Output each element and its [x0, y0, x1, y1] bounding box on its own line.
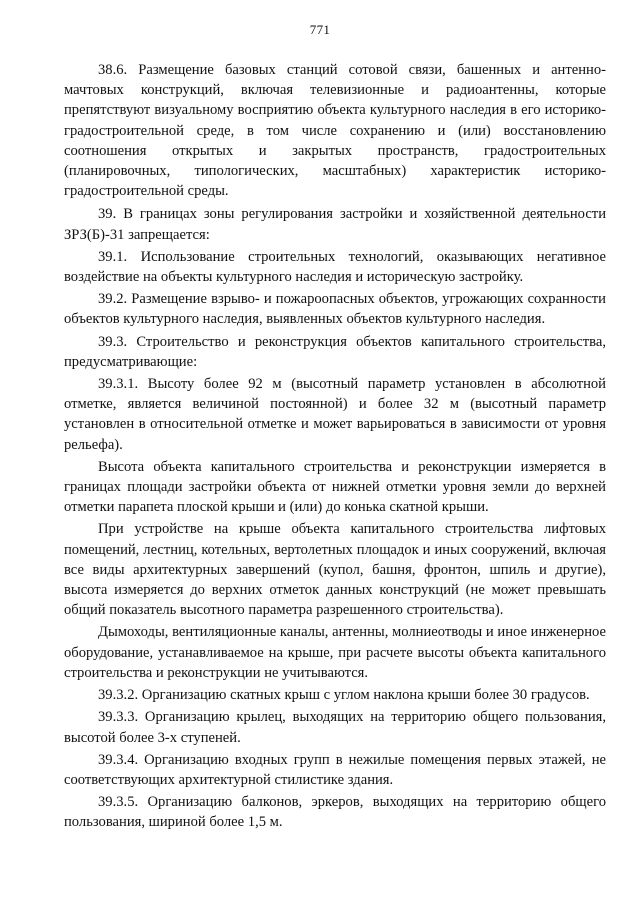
paragraph-39-2: 39.2. Размещение взрыво- и пожароопасных объектов, угрожающих сохранности объектов культурного наследия, выявленных объектов культурного наследия.: [64, 291, 606, 328]
paragraph-39-3-2: 39.3.2. Организацию скатных крыш с углом наклона крыши более 30 градусов.: [98, 687, 590, 704]
paragraph-39: 39. В границах зоны регулирования застройки и хозяйственной деятельности ЗРЗ(Б)-31 запрещается:: [64, 206, 606, 243]
paragraph-39-3-4: 39.3.4. Организацию входных групп в нежилые помещения первых этажей, не соответствующих архитектурной стилистике здания.: [64, 751, 606, 788]
paragraph-39-1: 39.1. Использование строительных технологий, оказывающих негативное воздействие на объекты культурного наследия и историческую застройку.: [64, 248, 606, 286]
paragraph-roof-equipment: Дымоходы, вентиляционные каналы, антенны, молниеотводы и иное инженерное оборудование, устанавливаемое на крыше, при расчете высоты объекта капитального строительства и реконструкции не учитываются.: [64, 624, 606, 681]
page-number: 771: [309, 22, 331, 37]
paragraph-39-3: 39.3. Строительство и реконструкция объектов капитального строительства, предусматривающие:: [64, 333, 606, 370]
document-body: [64, 60, 606, 835]
paragraph-39-3-5: 39.3.5. Организацию балконов, эркеров, выходящих на территорию общего пользования, шириной более 1,5 м.: [64, 794, 606, 831]
paragraph-38-6: 38.6. Размещение базовых станций сотовой связи, башенных и антенно-мачтовых конструкций, включая телевизионные и радиоантенны, которые препятствуют визуальному восприятию объекта культурного наследия в его историко-градостроительной среде, в том числе сохранению и (или) восстановлению соотношения открытых и закрытых пространств, градостроительных (планировочных, типологических, масштабных) характеристик историко-градостроительной среды.: [64, 62, 606, 200]
paragraph-roof-structures: При устройстве на крыше объекта капитального строительства лифтовых помещений, лестниц, котельных, вертолетных площадок и иных сооружений, включая все виды архитектурных завершений (купол, башня, фронтон, шпиль и другие), высота измеряется до верхних отметок данных конструкций (не может превышать общий показатель высотного параметра разрешенного строительства).: [64, 521, 606, 619]
paragraph-39-3-3: 39.3.3. Организацию крылец, выходящих на территорию общего пользования, высотой более 3-х ступеней.: [64, 709, 606, 746]
paragraph-39-3-1: 39.3.1. Высоту более 92 м (высотный параметр установлен в абсолютной отметке, является величиной постоянной) и более 32 м (высотный параметр установлен в относительной отметке и может варьироваться в зависимости от уровня рельефа).: [64, 376, 606, 453]
paragraph-height-measurement: Высота объекта капитального строительства и реконструкции измеряется в границах площади застройки объекта от нижней отметки уровня земли до верхней отметки парапета плоской крыши и (или) до конька скатной крыши.: [64, 458, 606, 516]
